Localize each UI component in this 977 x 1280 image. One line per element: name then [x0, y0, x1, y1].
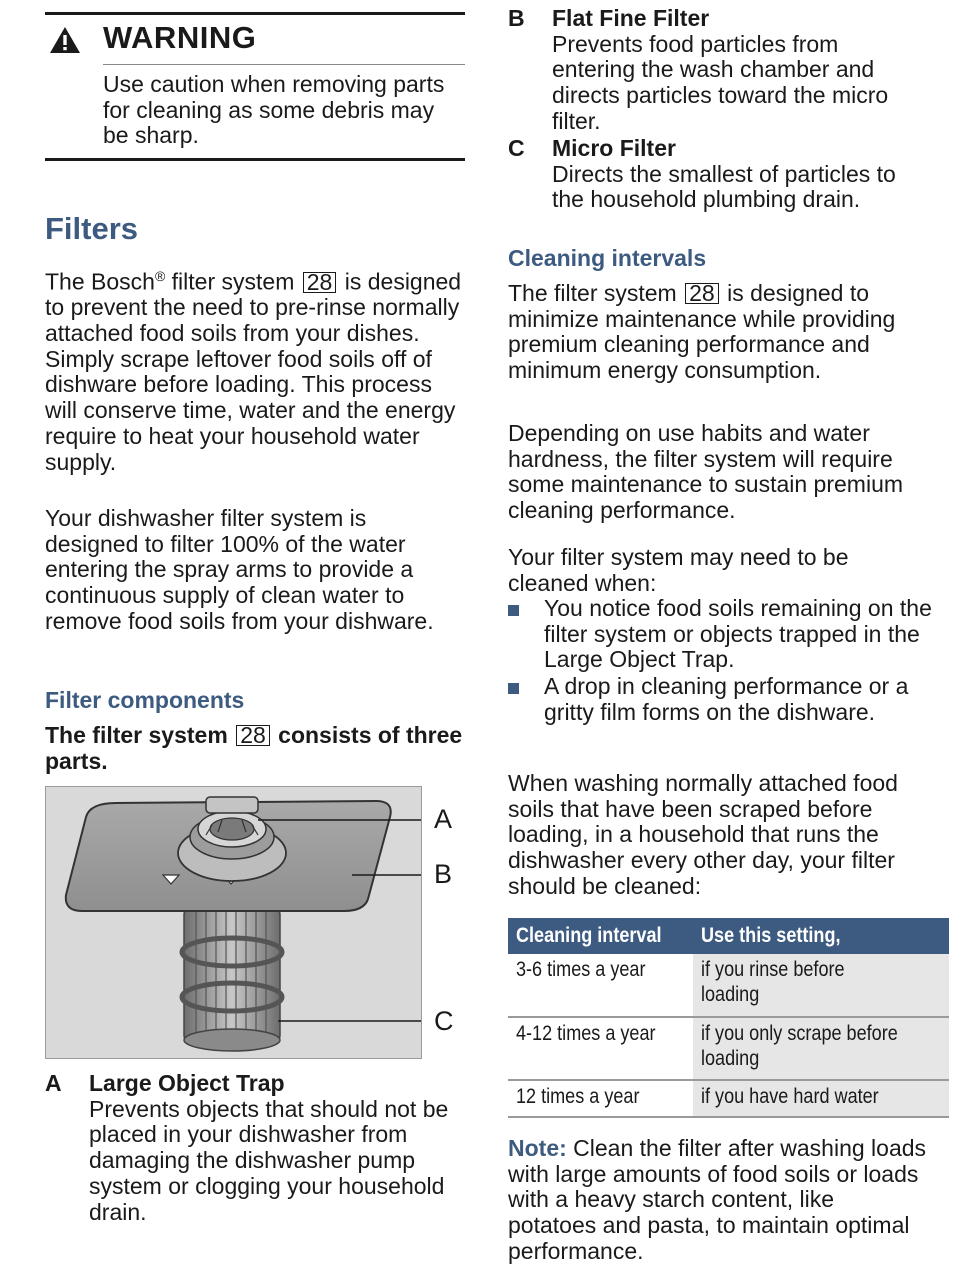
table-header-row: [508, 918, 949, 954]
table-cell: [693, 1017, 949, 1080]
filter-drawing: [46, 787, 421, 1058]
legend-body: [552, 6, 927, 135]
warning-title: WARNING: [103, 20, 257, 55]
part-reference-28: 28: [685, 283, 719, 304]
bullet-text: A drop in cleaning performance or a gritty film forms on the dishware.: [544, 673, 909, 725]
legend-letter: A: [45, 1070, 62, 1096]
list-item: [508, 674, 932, 752]
legend-body: [89, 1071, 469, 1225]
cleaning-p1-text-a: The filter system: [508, 280, 677, 306]
table-header-cell: [693, 918, 949, 954]
note-label: Note:: [508, 1135, 567, 1161]
cleaning-paragraph-1: [508, 281, 928, 384]
warning-bottom-rule: [45, 158, 465, 161]
legend-title: Micro Filter: [552, 135, 676, 161]
filter-components-heading: Filter components: [45, 687, 245, 713]
warning-top-rule: [45, 12, 465, 15]
note-paragraph: [508, 1136, 928, 1265]
warning-text: Use caution when removing parts for cleaning as some debris may be sharp.: [103, 71, 445, 148]
table-cell: [508, 1080, 693, 1117]
table-cell: [508, 1017, 693, 1080]
legend-title: Flat Fine Filter: [552, 5, 710, 31]
legend-item-a: [45, 1071, 469, 1231]
bullet-square-icon: [508, 683, 519, 694]
cleaning-paragraph-4: When washing normally attached food soils that have been scraped before loading, in a household that runs the dishwasher every other day, your filter should be cleaned:: [508, 770, 898, 899]
cleaning-paragraph-2: Depending on use habits and water hardness, the filter system will require some maintenance to sustain premium cleaning performance.: [508, 420, 904, 524]
table-row: [508, 954, 949, 1017]
table-cell-text: if you only scrape before loading: [701, 1022, 898, 1070]
cleaning-paragraph-3: Your filter system may need to be cleaned when:: [508, 544, 849, 596]
bullet-text: You notice food soils remaining on the filter system or objects trapped in the Large Object Trap.: [544, 595, 932, 673]
legend-item-c: [508, 136, 932, 216]
cleaning-interval-table: [508, 918, 949, 1118]
list-item: [508, 596, 932, 674]
part-reference-28: 28: [303, 272, 337, 293]
table-header-text: Use this setting,: [701, 924, 841, 947]
warning-divider: [103, 64, 465, 65]
cleaning-p1-text-b: is designed to minimize maintenance while providing premium cleaning performance and minimum energy consumption.: [508, 280, 896, 384]
legend-body: [552, 136, 932, 213]
filters-p1-text-a: The Bosch: [45, 268, 155, 295]
filters-p1-text-b: filter system: [165, 268, 295, 295]
legend-text: Directs the smallest of particles to the household plumbing drain.: [552, 160, 896, 213]
legend-text: Prevents food particles from entering the wash chamber and directs particles toward the micro filter.: [552, 30, 889, 134]
table-cell: [508, 954, 693, 1017]
filters-paragraph-2: Your dishwasher filter system is designed to filter 100% of the water entering the spray arms to provide a continuous supply of clean water to remove food soils from your dishware.: [45, 505, 434, 634]
table-cell-text: 3-6 times a year: [516, 958, 646, 981]
warning-triangle-icon: [49, 26, 81, 54]
legend-item-b: [508, 6, 932, 138]
legend-letter: C: [508, 135, 525, 161]
part-reference-28: 28: [236, 725, 270, 746]
filter-components-lead: [45, 723, 465, 774]
registered-mark: ®: [154, 268, 166, 284]
table-cell: [693, 1080, 949, 1117]
filter-system-illustration: [45, 786, 422, 1059]
lead-text-a: The filter system: [45, 722, 228, 748]
legend-letter: B: [508, 5, 525, 31]
callout-label-a: A: [434, 804, 453, 834]
table-cell-text: 4-12 times a year: [516, 1022, 656, 1045]
lead-text-b: consists of three parts.: [45, 722, 463, 774]
filters-paragraph-1: [45, 264, 467, 475]
callout-label-b: B: [434, 859, 453, 889]
cleaning-intervals-heading: Cleaning intervals: [508, 245, 707, 271]
table-row: [508, 1080, 949, 1117]
filters-p1-text-c: is designed to prevent the need to pre-rinse normally attached food soils from your dishes. Simply scrape leftover food soils off of dishware before loading. This process will conserve time, water and the energy require to heat your household water supply.: [45, 268, 462, 475]
bullet-square-icon: [508, 605, 519, 616]
callout-label-c: C: [434, 1006, 454, 1036]
table-cell-text: if you rinse before loading: [701, 958, 845, 1006]
note-text: Clean the filter after washing loads with large amounts of food soils or loads with a heavy starch content, like potatoes and pasta, to maintain optimal performance.: [508, 1135, 927, 1264]
warning-header: [45, 18, 465, 64]
table-row: [508, 1017, 949, 1080]
legend-text: Prevents objects that should not be placed in your dishwasher from damaging the dishwasher pump system or clogging your household drain.: [89, 1095, 449, 1225]
table-cell: [693, 954, 949, 1017]
micro-filter-shape: [182, 905, 282, 1051]
legend-title: Large Object Trap: [89, 1070, 285, 1096]
table-cell-text: 12 times a year: [516, 1085, 640, 1108]
table-header-text: Cleaning interval: [516, 924, 662, 947]
table-cell-text: if you have hard water: [701, 1085, 879, 1108]
filters-heading: Filters: [45, 211, 139, 246]
table-header-cell: [508, 918, 693, 954]
